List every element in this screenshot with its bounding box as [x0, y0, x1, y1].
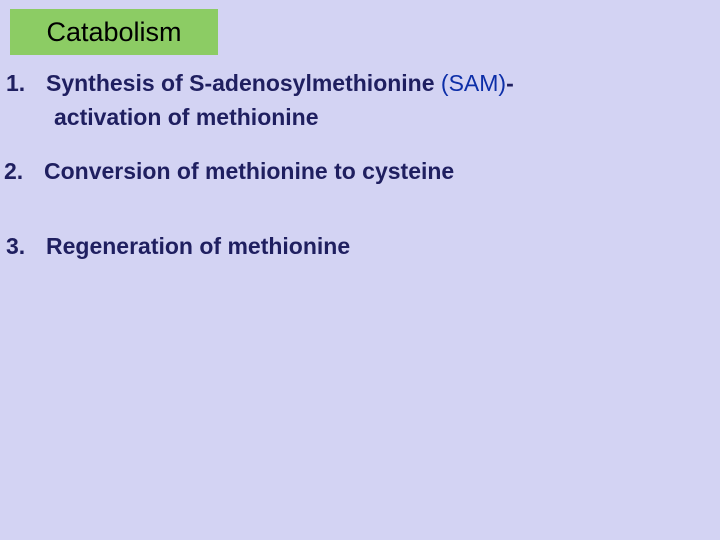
list-item-number: 2.: [4, 158, 24, 184]
list-item-suffix: -: [506, 70, 514, 96]
list-item: [6, 66, 514, 134]
list-item: [4, 154, 454, 188]
list-item-text: Regeneration of methionine: [46, 233, 351, 259]
list-item-text: Conversion of methionine to cysteine: [44, 158, 455, 184]
list-item-number: 1.: [6, 70, 26, 96]
list-item-text: Synthesis of S-adenosylmethionine: [46, 70, 435, 96]
list-item-abbreviation: (SAM): [440, 70, 507, 96]
list-item-number: 3.: [6, 233, 26, 259]
slide-title: Catabolism: [10, 9, 218, 55]
list-item: [6, 229, 350, 263]
list-item-continuation: activation of methionine: [54, 104, 319, 130]
